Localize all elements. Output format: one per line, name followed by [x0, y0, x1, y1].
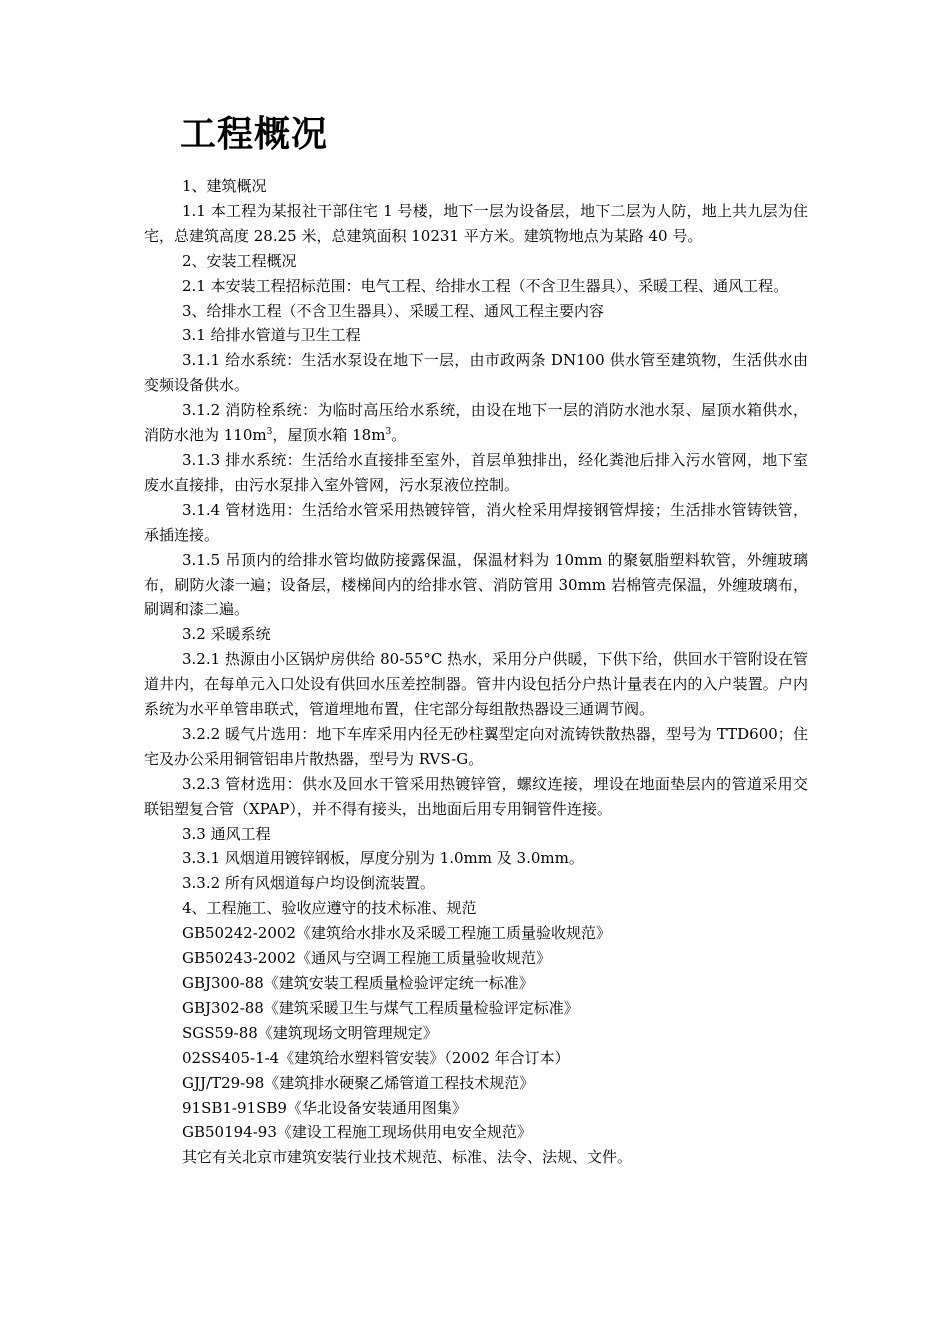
paragraph: 3.3.2 所有风烟道每户均设倒流装置。 — [182, 874, 435, 893]
paragraph: 1.1 本工程为某报社干部住宅 1 号楼，地下一层为设备层，地下二层为人防，地上共九层为住宅，总建筑高度 28.25 米，总建筑面积 10231 平方米。建筑物地点为某路 40 号。 — [144, 201, 808, 245]
paragraph: 其它有关北京市建筑安装行业技术规范、标准、法令、法规、文件。 — [182, 1148, 633, 1167]
paragraph: 3.1.3 排水系统：生活给水直接排至室外，首层单独排出，经化粪池后排入污水管网，地下室废水直接排，由污水泵排入室外管网，污水泵液位控制。 — [144, 450, 808, 494]
standard-item: 91SB1-91SB9《华北设备安装通用图集》 — [182, 1098, 467, 1117]
subsection-heading: 3.2 采暖系统 — [182, 625, 271, 644]
paragraph: 3.3.1 风烟道用镀锌钢板，厚度分别为 1.0mm 及 3.0mm。 — [182, 849, 584, 868]
paragraph: 3.1.5 吊顶内的给排水管均做防接露保温，保温材料为 10mm 的聚氨脂塑料软管，外缠玻璃布，刷防火漆一遍；设备层，楼梯间内的给排水管、消防管用 30mm 岩棉管壳保温，外缠玻璃布，刷调和漆二遍。 — [144, 550, 808, 619]
standard-item: GJJ/T29-98《建筑排水硬聚乙烯管道工程技术规范》 — [182, 1073, 535, 1092]
section-heading: 3、给排水工程（不含卫生器具）、采暖工程、通风工程主要内容 — [182, 301, 605, 320]
fire-text-prefix: 3.1.2 消防栓系统：为临时高压给水系统，由设在地下一层的消防水池水泵、屋顶水箱供水，消防水池为 110m — [144, 401, 808, 445]
standard-item: GB50242-2002《建筑给水排水及采暖工程施工质量验收规范》 — [182, 924, 611, 943]
paragraph-fire-hydrant — [144, 398, 808, 448]
paragraph: 2.1 本安装工程招标范围：电气工程、给排水工程（不含卫生器具）、采暖工程、通风工程。 — [182, 276, 789, 295]
standard-item: 02SS405-1-4《建筑给水塑料管安装》（2002 年合订本） — [182, 1048, 570, 1067]
paragraph: 3.1.1 给水系统：生活水泵设在地下一层，由市政两条 DN100 供水管至建筑物，生活供水由变频设备供水。 — [144, 351, 808, 395]
standard-item: SGS59-88《建筑现场文明管理规定》 — [182, 1023, 438, 1042]
section-heading: 2、安装工程概况 — [182, 251, 297, 270]
superscript: 3 — [385, 427, 392, 438]
standard-item: GB50243-2002《通风与空调工程施工质量验收规范》 — [182, 949, 551, 968]
paragraph: 3.2.3 管材选用：供水及回水干管采用热镀锌管，螺纹连接，埋设在地面垫层内的管道采用交联铝塑复合管（XPAP），并不得有接头，出地面后用专用铜管件连接。 — [144, 774, 808, 818]
document-body — [144, 174, 808, 1170]
subsection-heading: 3.3 通风工程 — [182, 824, 271, 843]
superscript: 3 — [266, 427, 273, 438]
standard-item: GBJ300-88《建筑安装工程质量检验评定统一标准》 — [182, 974, 534, 992]
page-title: 工程概况 — [180, 114, 329, 155]
paragraph: 3.2.1 热源由小区锅炉房供给 80-55°C 热水，采用分户供暖，下供下给，供回水干管附设在管道井内，在每单元入口处设有供回水压差控制器。管井内设包括分户热计量表在内的入户装置。户内系统为水平单管串联式，管道埋地布置，住宅部分每组散热器设三通调节阀。 — [144, 650, 808, 719]
section-heading: 1、建筑概况 — [182, 177, 267, 195]
fire-text-middle: ，屋顶水箱 18m — [272, 426, 386, 445]
paragraph: 3.1.4 管材选用：生活给水管采用热镀锌管，消火栓采用焊接钢管焊接；生活排水管铸铁管，承插连接。 — [144, 500, 808, 544]
paragraph: 3.2.2 暖气片选用：地下车库采用内径无砂柱翼型定向对流铸铁散热器，型号为 TTD600；住宅及办公采用铜管铝串片散热器，型号为 RVS-G。 — [144, 724, 808, 768]
subsection-heading: 3.1 给排水管道与卫生工程 — [182, 326, 361, 345]
fire-text-suffix: 。 — [391, 426, 407, 445]
standard-item: GBJ302-88《建筑采暖卫生与煤气工程质量检验评定标准》 — [182, 998, 579, 1017]
standard-item: GB50194-93《建设工程施工现场供用电安全规范》 — [182, 1123, 532, 1142]
section-heading: 4、工程施工、验收应遵守的技术标准、规范 — [182, 899, 477, 918]
